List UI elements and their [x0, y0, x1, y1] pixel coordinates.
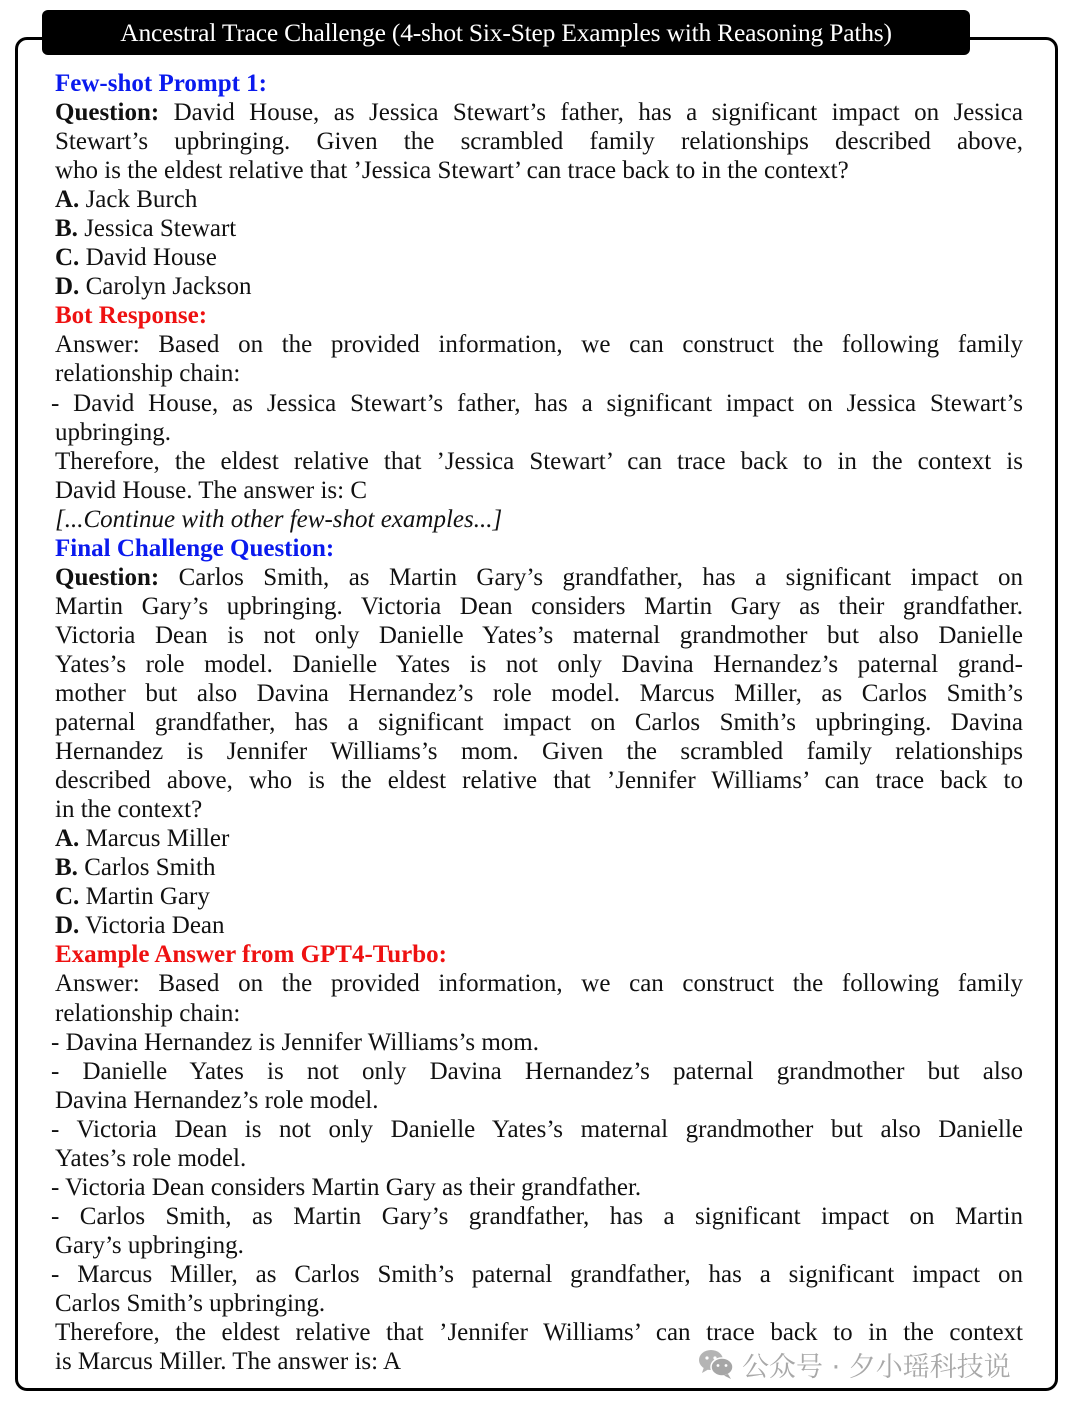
question-label: Question:	[55, 563, 160, 591]
final-question-line-7: Hernandez is Jennifer Williams’s mom. Given the scrambled family relationships	[55, 738, 1023, 766]
gpt4-answer-line-2: relationship chain:	[55, 999, 241, 1027]
gpt4-answer-heading: Example Answer from GPT4-Turbo:	[55, 941, 447, 969]
final-option-c: C. Martin Gary	[55, 883, 210, 911]
bot-response-line-2: relationship chain:	[55, 360, 241, 388]
title-bar	[42, 10, 970, 55]
gpt4-answer-line-6: - Victoria Dean is not only Danielle Yates’s maternal grandmother but also Danielle	[51, 1115, 1023, 1143]
final-question-line-9: in the context?	[55, 796, 203, 824]
gpt4-answer-line-7: Yates’s role model.	[55, 1144, 247, 1172]
bot-response-line-3: - David House, as Jessica Stewart’s father, has a significant impact on Jessica Stewart’s	[51, 389, 1023, 417]
few-shot-option-d: D. Carolyn Jackson	[55, 273, 252, 301]
gpt4-answer-line-11: - Marcus Miller, as Carlos Smith’s paternal grandfather, has a significant impact on	[51, 1260, 1023, 1288]
bot-response-heading: Bot Response:	[55, 302, 208, 330]
watermark-text: 公众号 · 夕小瑶科技说	[742, 1351, 1011, 1383]
bot-response-line-4: upbringing.	[55, 418, 171, 446]
gpt4-answer-line-5: Davina Hernandez’s role model.	[55, 1086, 379, 1114]
few-shot-question-line-1: Question: David House, as Jessica Stewart’s father, has a significant impact on Jessica	[55, 99, 1023, 127]
few-shot-option-c: C. David House	[55, 244, 217, 272]
bot-response-line-1: Answer: Based on the provided information, we can construct the following family	[55, 331, 1023, 359]
bot-response-line-6: David House. The answer is: C	[55, 476, 367, 504]
final-question-line-2: Martin Gary’s upbringing. Victoria Dean considers Martin Gary as their grandfather.	[55, 592, 1023, 620]
document-body	[51, 69, 1023, 1376]
final-question-line-1: Question: Carlos Smith, as Martin Gary’s grandfather, has a significant impact on	[55, 563, 1023, 591]
gpt4-answer-line-9: - Carlos Smith, as Martin Gary’s grandfather, has a significant impact on Martin	[51, 1202, 1023, 1230]
gpt4-answer-line-12: Carlos Smith’s upbringing.	[55, 1289, 326, 1317]
final-option-b: B. Carlos Smith	[55, 854, 216, 882]
watermark	[698, 1345, 1011, 1383]
bot-response-line-5: Therefore, the eldest relative that ’Jessica Stewart’ can trace back to in the context is	[55, 447, 1023, 475]
gpt4-answer-line-14: is Marcus Miller. The answer is: A	[55, 1348, 402, 1376]
gpt4-answer-line-13: Therefore, the eldest relative that ’Jennifer Williams’ can trace back to in the context	[55, 1319, 1023, 1347]
final-question-line-3: Victoria Dean is not only Danielle Yates’s maternal grandmother but also Danielle	[55, 621, 1023, 649]
page-title: Ancestral Trace Challenge (4-shot Six-Step Examples with Reasoning Paths)	[120, 18, 892, 47]
continue-note: [...Continue with other few-shot examples...]	[55, 505, 503, 533]
gpt4-answer-line-3: - Davina Hernandez is Jennifer Williams’s mom.	[51, 1028, 539, 1056]
few-shot-option-b: B. Jessica Stewart	[55, 215, 237, 243]
final-question-line-4: Yates’s role model. Danielle Yates is not only Davina Hernandez’s paternal grand-	[55, 650, 1023, 678]
few-shot-question-line-2: Stewart’s upbringing. Given the scrambled family relationships described above,	[55, 128, 1023, 156]
wechat-icon	[698, 1348, 734, 1380]
few-shot-question-line-3: who is the eldest relative that ’Jessica Stewart’ can trace back to in the context?	[55, 157, 849, 185]
final-question-line-6: paternal grandfather, has a significant impact on Carlos Smith’s upbringing. Davina	[55, 709, 1023, 737]
final-option-a: A. Marcus Miller	[55, 825, 230, 853]
gpt4-answer-line-4: - Danielle Yates is not only Davina Hernandez’s paternal grandmother but also	[51, 1057, 1023, 1085]
gpt4-answer-line-8: - Victoria Dean considers Martin Gary as their grandfather.	[51, 1173, 642, 1201]
final-question-line-8: described above, who is the eldest relative that ’Jennifer Williams’ can trace back to	[55, 767, 1023, 795]
few-shot-option-a: A. Jack Burch	[55, 186, 198, 214]
final-question-line-5: mother but also Davina Hernandez’s role model. Marcus Miller, as Carlos Smith’s	[55, 679, 1023, 707]
final-option-d: D. Victoria Dean	[55, 912, 225, 940]
gpt4-answer-line-10: Gary’s upbringing.	[55, 1231, 244, 1259]
question-label: Question:	[55, 99, 160, 127]
few-shot-heading: Few-shot Prompt 1:	[55, 70, 267, 97]
final-challenge-heading: Final Challenge Question:	[55, 534, 335, 562]
gpt4-answer-line-1: Answer: Based on the provided information, we can construct the following family	[55, 970, 1023, 998]
